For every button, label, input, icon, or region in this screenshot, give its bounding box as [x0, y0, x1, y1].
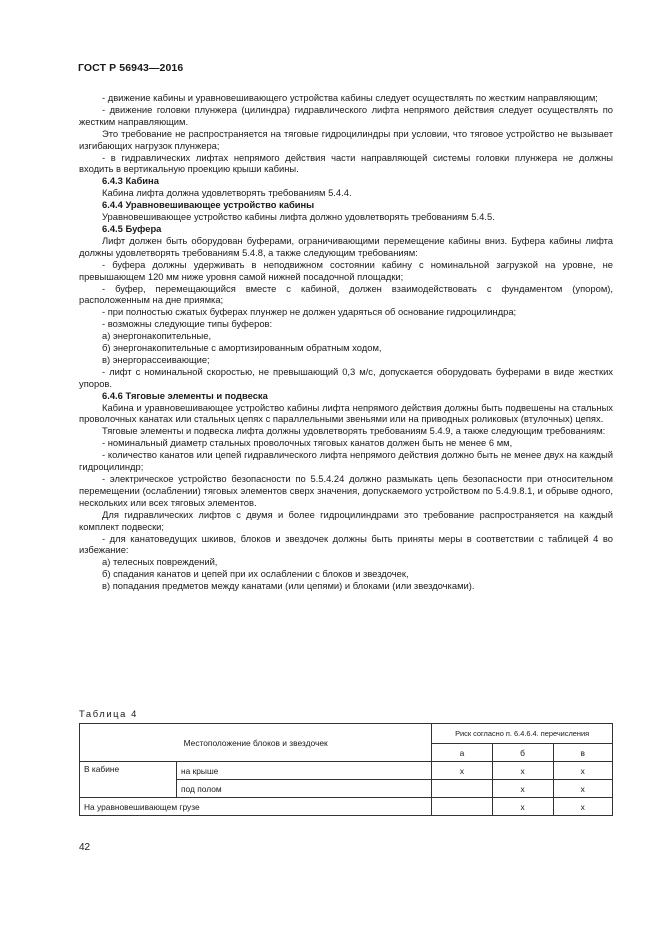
section-heading: 6.4.6 Тяговые элементы и подвеска	[102, 389, 268, 401]
paragraph: - в гидравлических лифтах непрямого действия части направляющей системы головки плунжера не должны входить в вертикальную проекцию крыши кабины.	[79, 151, 613, 175]
paragraph: Тяговые элементы и подвеска лифта должны удовлетворять требованиям 5.4.9, а также следующим требованиям:	[102, 425, 606, 437]
paragraph: б) энергонакопительные с амортизированным обратным ходом,	[102, 342, 382, 354]
paragraph: - движение кабины и уравновешивающего устройства кабины следует осуществлять по жестким направляющим;	[102, 92, 598, 103]
paragraph: Кабина лифта должна удовлетворять требованиям 5.4.4.	[102, 187, 352, 199]
paragraph: Лифт должен быть оборудован буферами, ограничивающими перемещение кабины вниз. Буфера кабины лифта должны удовлетворять требованиям 5.4.8, а также следующим требованиям:	[79, 234, 613, 258]
paragraph: - при полностью сжатых буферах плунжер не должен ударяться об основание гидроцилиндра;	[102, 306, 517, 318]
paragraph: - движение головки плунжера (цилиндра) гидравлического лифта непрямого действия следует осуществлять по жестким направляющим.	[79, 103, 613, 127]
table-row	[80, 798, 613, 816]
table-cell-c: x	[553, 780, 612, 798]
paragraph: - буфер, перемещающийся вместе с кабиной, должен взаимодействовать с фундаментом (упором), расположенным на дне приямка;	[79, 282, 613, 306]
paragraph: в) попадания предметов между канатами (или цепями) и блоками (или звездочками).	[102, 580, 475, 592]
section-heading: 6.4.3 Кабина	[102, 175, 159, 187]
paragraph: а) телесных повреждений,	[102, 556, 218, 568]
document-body	[79, 92, 613, 592]
table-subheader-b: б	[492, 744, 553, 762]
table-cell-b: x	[492, 798, 553, 816]
paragraph: Это требование не распространяется на тяговые гидроцилиндры при условии, что тяговое устройство не вызывает изгибающих нагрузок плунжера;	[79, 127, 613, 151]
document-header: ГОСТ Р 56943—2016	[78, 62, 184, 74]
table-cell-b: x	[492, 780, 553, 798]
table-cell-c: x	[553, 762, 612, 780]
table-cell-a	[432, 780, 492, 798]
paragraph: - электрическое устройство безопасности по 5.5.4.24 должно размыкать цепь безопасности при относительном перемещении (ослаблении) тяговых элементов сверх значения, допускаемого устройством по 5.4.9.8.1, и обрыве одного, нескольких или всех тяговых элементов.	[79, 473, 613, 508]
table-caption: Таблица 4	[79, 708, 138, 719]
table-cell-b: x	[492, 762, 553, 780]
data-table	[79, 723, 613, 816]
table-subheader-a: а	[432, 744, 492, 762]
paragraph: - лифт с номинальной скоростью, не превышающий 0,3 м/с, допускается оборудовать буферами в виде жестких упоров.	[79, 365, 613, 389]
paragraph: - возможны следующие типы буферов:	[102, 318, 273, 330]
table-cell-group: В кабине	[80, 762, 177, 798]
paragraph: б) спадания канатов и цепей при их ослаблении с блоков и звездочек,	[102, 568, 409, 580]
paragraph: Для гидравлических лифтов с двумя и более гидроцилиндрами это требование распространяется на каждый комплект подвески;	[79, 508, 613, 532]
table-subheader-c: в	[553, 744, 612, 762]
paragraph: а) энергонакопительные,	[102, 330, 212, 342]
table-row	[80, 762, 613, 780]
section-heading: 6.4.5 Буфера	[102, 222, 162, 234]
paragraph: - номинальный диаметр стальных проволочных тяговых канатов должен быть не менее 6 мм,	[102, 437, 513, 449]
paragraph: Уравновешивающее устройство кабины лифта должно удовлетворять требованиям 5.4.5.	[102, 211, 495, 223]
paragraph: Кабина и уравновешивающее устройство кабины лифта непрямого действия должны быть подвешены на стальных проволочных канатах или стальных цепях с параллельными звеньями или на приводных роликовых (втулочных) цепях.	[79, 401, 613, 425]
table-cell-place: под полом	[177, 780, 432, 798]
table-cell-a	[432, 798, 492, 816]
table-cell-group: На уравновешивающем грузе	[80, 798, 432, 816]
table-cell-c: x	[553, 798, 612, 816]
paragraph: - количество канатов или цепей гидравлического лифта непрямого действия должно быть не менее двух на каждый гидроцилиндр;	[79, 449, 613, 473]
table-cell-place: на крыше	[177, 762, 432, 780]
paragraph: - буфера должны удерживать в неподвижном состоянии кабину с номинальной загрузкой на уровне, не превышающем 120 мм ниже уровня самой нижней посадочной площадки;	[79, 258, 613, 282]
page-number: 42	[79, 842, 91, 853]
section-heading: 6.4.4 Уравновешивающее устройство кабины	[102, 199, 315, 211]
table-header-risk: Риск согласно п. 6.4.6.4. перечисления	[432, 724, 613, 744]
paragraph: - для канатоведущих шкивов, блоков и звездочек должны быть приняты меры в соответствии с таблицей 4 во избежание:	[79, 532, 613, 556]
table-header-location: Местоположение блоков и звездочек	[80, 724, 432, 762]
paragraph: в) энергорассеивающие;	[102, 353, 210, 365]
table-cell-a: x	[432, 762, 492, 780]
